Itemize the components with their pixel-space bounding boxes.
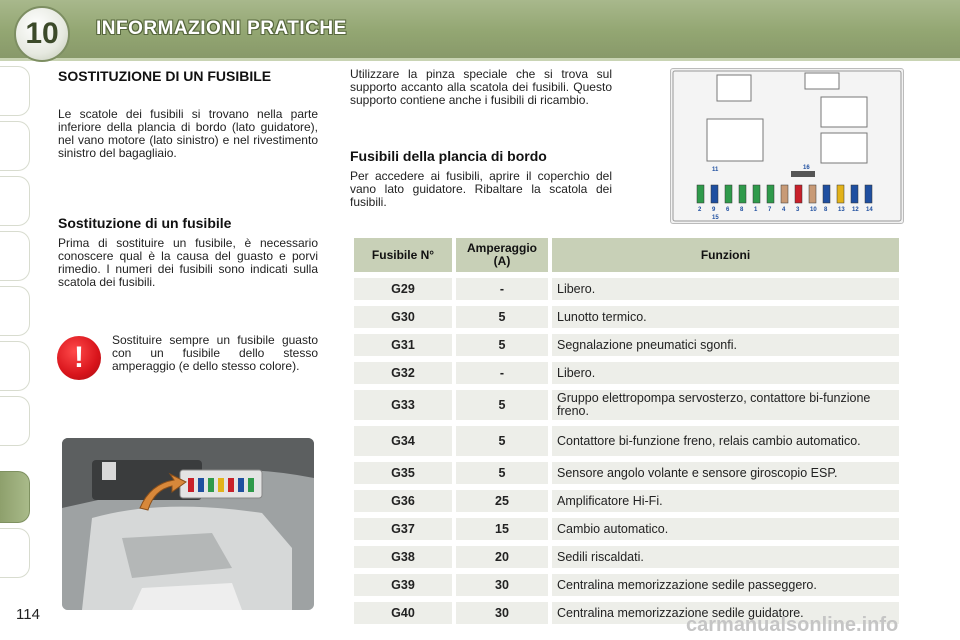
- fuse-slot: [851, 185, 858, 203]
- fuse-slot: [865, 185, 872, 203]
- amperage-cell: 5: [456, 334, 548, 356]
- warning-icon: !: [57, 336, 101, 380]
- function-cell: Contattore bi-funzione freno, relais cambio automatico.: [552, 426, 899, 456]
- function-cell: Segnalazione pneumatici sgonfi.: [552, 334, 899, 356]
- chapter-tab[interactable]: [0, 286, 30, 336]
- amperage-cell: -: [456, 362, 548, 384]
- column-header-amperage: Amperaggio (A): [456, 238, 548, 272]
- fuse-number-cell: G29: [354, 278, 452, 300]
- diagram-label-top: 11: [712, 167, 719, 173]
- fuse-label: 8: [824, 207, 828, 213]
- chapter-tab[interactable]: [0, 66, 30, 116]
- chapter-tab[interactable]: [0, 231, 30, 281]
- table-row: [354, 334, 899, 356]
- fuse-label: 10: [810, 207, 817, 213]
- fuse-label: 12: [852, 207, 859, 213]
- fuse-box-diagram-drawing: [671, 69, 903, 223]
- fuse-slot: [711, 185, 718, 203]
- fuse-slot: [725, 185, 732, 203]
- table-row: [354, 462, 899, 484]
- fuse-number-cell: G36: [354, 490, 452, 512]
- function-cell: Amplificatore Hi-Fi.: [552, 490, 899, 512]
- fuse-label: 2: [698, 207, 702, 213]
- chapter-tab[interactable]: [0, 121, 30, 171]
- fuse-number-cell: G31: [354, 334, 452, 356]
- table-row: [354, 546, 899, 568]
- function-cell: Lunotto termico.: [552, 306, 899, 328]
- amperage-cell: 5: [456, 306, 548, 328]
- chapter-title: INFORMAZIONI PRATICHE: [96, 18, 347, 39]
- fuse-slot: [795, 185, 802, 203]
- fuse-slot: [809, 185, 816, 203]
- fuse-box-diagram: [670, 68, 904, 224]
- table-header-row: [354, 238, 899, 272]
- column-header-fuse: Fusibile N°: [354, 238, 452, 272]
- diagram-label-top: 16: [803, 165, 810, 171]
- amperage-cell: -: [456, 278, 548, 300]
- amperage-cell: 25: [456, 490, 548, 512]
- fuse-slot: [753, 185, 760, 203]
- fuse-label: 6: [726, 207, 730, 213]
- page-number: 114: [16, 606, 40, 623]
- chapter-tab-active[interactable]: [0, 471, 30, 523]
- column-header-functions: Funzioni: [552, 238, 899, 272]
- fuse-number-cell: G30: [354, 306, 452, 328]
- fuse-number-cell: G38: [354, 546, 452, 568]
- chapter-number-badge: 10: [14, 6, 70, 62]
- function-cell: Cambio automatico.: [552, 518, 899, 540]
- fuse-slot: [697, 185, 704, 203]
- amperage-cell: 30: [456, 602, 548, 624]
- fuse-slot: [823, 185, 830, 203]
- fuse-number-cell: G35: [354, 462, 452, 484]
- fuse-number-cell: G39: [354, 574, 452, 596]
- table-row: [354, 574, 899, 596]
- chapter-tab[interactable]: [0, 341, 30, 391]
- subsection-paragraph: Prima di sostituire un fusibile, è necessario conoscere qual è la causa del guasto e porvi rimedio. I numeri dei fusibili sono indicati sulla scatola dei fusibili.: [58, 236, 318, 289]
- function-cell: Sensore angolo volante e sensore giroscopio ESP.: [552, 462, 899, 484]
- diagram-label-extra: 15: [712, 215, 719, 221]
- chapter-tab[interactable]: [0, 528, 30, 578]
- table-row: [354, 426, 899, 456]
- fuse-number-cell: G40: [354, 602, 452, 624]
- function-cell: Centralina memorizzazione sedile passeggero.: [552, 574, 899, 596]
- fuse-slot: [767, 185, 774, 203]
- amperage-cell: 5: [456, 390, 548, 420]
- chapter-tab[interactable]: [0, 176, 30, 226]
- fuse-number-cell: G37: [354, 518, 452, 540]
- intro-paragraph: Le scatole dei fusibili si trovano nella parte inferiore della plancia di bordo (lato guidatore), nel vano motore (lato sinistro) e nel rivestimento sinistro del bagagliaio.: [58, 107, 318, 160]
- table-row: [354, 278, 899, 300]
- fuse-slot: [837, 185, 844, 203]
- table-row: [354, 362, 899, 384]
- fuse-label: 9: [712, 207, 716, 213]
- table-row: [354, 490, 899, 512]
- chapter-tabs: [0, 66, 34, 586]
- subsection-heading: Sostituzione di un fusibile: [58, 215, 232, 231]
- fuse-slot: [781, 185, 788, 203]
- fuse-label: 3: [796, 207, 800, 213]
- header-divider: [0, 58, 960, 61]
- function-cell: Libero.: [552, 362, 899, 384]
- section-heading: SOSTITUZIONE DI UN FUSIBILE: [58, 68, 272, 84]
- function-cell: Sedili riscaldati.: [552, 546, 899, 568]
- amperage-cell: 5: [456, 462, 548, 484]
- fuse-box-photo-illustration: [62, 438, 314, 610]
- fuse-number-cell: G32: [354, 362, 452, 384]
- table-row: [354, 390, 899, 420]
- fuse-number-cell: G34: [354, 426, 452, 456]
- fuse-box-photo: [62, 438, 314, 610]
- fuse-number-cell: G33: [354, 390, 452, 420]
- fuse-label: 4: [782, 207, 786, 213]
- amperage-cell: 30: [456, 574, 548, 596]
- fuse-label: 14: [866, 207, 873, 213]
- table-row: [354, 518, 899, 540]
- table-row: [354, 306, 899, 328]
- watermark: carmanualsonline.info: [686, 614, 899, 636]
- fuse-slot: [739, 185, 746, 203]
- function-cell: Centralina memorizzazione sedile guidatore.: [552, 602, 899, 624]
- fuse-label: 8: [740, 207, 744, 213]
- chapter-tab[interactable]: [0, 396, 30, 446]
- fuse-label: 1: [754, 207, 758, 213]
- dashboard-fuses-heading: Fusibili della plancia di bordo: [350, 148, 547, 164]
- fuse-label: 13: [838, 207, 845, 213]
- dashboard-fuses-paragraph: Per accedere ai fusibili, aprire il coperchio del vano lato guidatore. Ribaltare la scatola dei fusibili.: [350, 169, 612, 209]
- tool-paragraph: Utilizzare la pinza speciale che si trova sul supporto accanto alla scatola dei fusibili. Questo supporto contiene anche i fusibili di ricambio.: [350, 67, 612, 107]
- warning-text: Sostituire sempre un fusibile guasto con un fusibile dello stesso amperaggio (e dello stesso colore).: [112, 333, 318, 373]
- function-cell: Libero.: [552, 278, 899, 300]
- amperage-cell: 5: [456, 426, 548, 456]
- fuse-label: 7: [768, 207, 772, 213]
- function-cell: Gruppo elettropompa servosterzo, contattore bi-funzione freno.: [552, 390, 899, 420]
- amperage-cell: 20: [456, 546, 548, 568]
- fuse-table: [350, 232, 903, 630]
- amperage-cell: 15: [456, 518, 548, 540]
